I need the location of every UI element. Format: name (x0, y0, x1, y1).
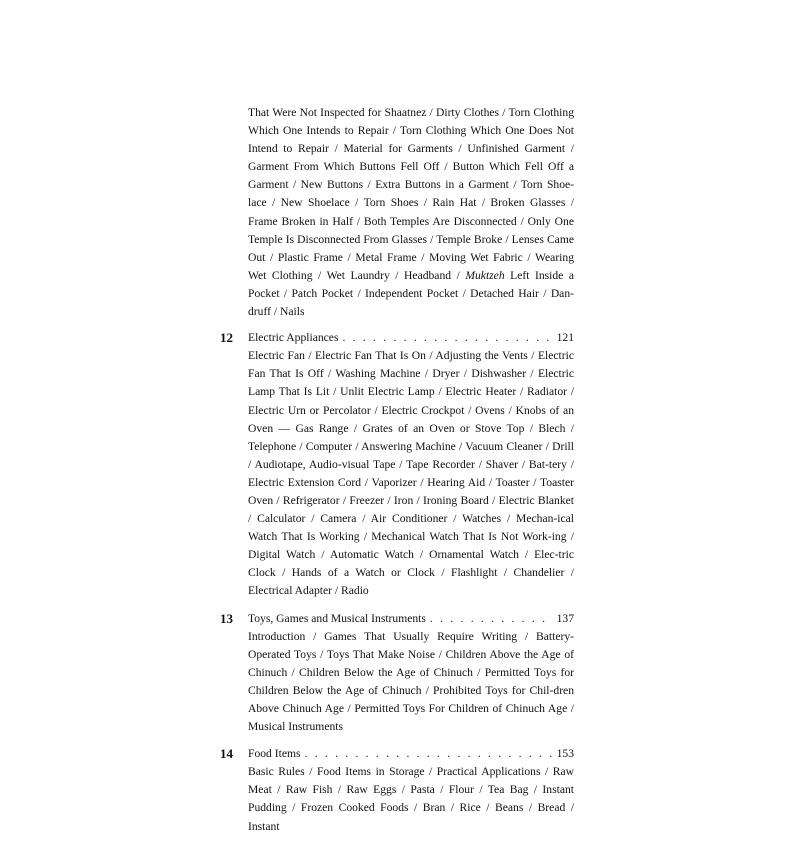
continued-topics-tail: Left Inside a Pocket / Patch Pocket / Independent Pocket / Detached Hair / Dan-druff / Nails (248, 268, 575, 319)
dot-leader (430, 610, 553, 628)
continued-topics-italic-term: Muktzeh (465, 268, 505, 282)
chapter-heading-line (248, 745, 574, 763)
chapter-topic-list: Electric Fan / Electric Fan That Is On / Adjusting the Vents / Electric Fan That Is Off / Washing Machine / Dryer / Dishwasher / Electric Lamp That Is Lit / Unlit Electric Lamp / Electric Heater / Radiator / Electric Urn or Percolator / Electric Crockpot / Ovens / Knobs of an Oven — Gas Range / Grates of an Oven or Stove Top / Blech / Telephone / Computer / Answering Machine / Vacuum Cleaner / Drill / Audiotape, Audio-visual Tape / Tape Recorder / Shaver / Bat-tery / Electric Extension Cord / Vaporizer / Hearing Aid / Toaster / Toaster Oven / Refrigerator / Freezer / Iron / Ironing Board / Electric Blanket / Calculator / Camera / Air Conditioner / Watches / Mechan-ical Watch That Is Working / Mechanical Watch That Is Not Work-ing / Digital Watch / Automatic Watch / Ornamental Watch / Elec-tric Clock / Hands of a Watch or Clock / Flashlight / Chandelier / Electrical Adapter / Radio (248, 349, 574, 598)
chapter-number: 12 (220, 330, 233, 346)
dot-leader (305, 745, 553, 763)
chapter-title: Food Items (248, 747, 301, 761)
chapter-heading-line (248, 329, 574, 347)
chapter-page-number: 153 (556, 747, 574, 761)
chapter-topic-list: Basic Rules / Food Items in Storage / Practical Applications / Raw Meat / Raw Fish / Raw Eggs / Pasta / Flour / Tea Bag / Instant Pudding / Frozen Cooked Foods / Bran / Rice / Beans / Bread / Instant (248, 765, 574, 833)
chapter-page-number: 137 (556, 611, 574, 625)
continued-topics-text: That Were Not Inspected for Shaatnez / Dirty Clothes / Torn Clothing Which One Intends to Repair / Torn Clothing Which One Does Not Intend to Repair / Material for Garments / Unfinished Garment / Garment From Which Buttons Fell Off / Button Which Fell Off a Garment / New Buttons / Extra Buttons in a Garment / Torn Shoe-lace / New Shoelace / Torn Shoes / Rain Hat / Broken Glasses / Frame Broken in Half / Both Temples Are Disconnected / Only One Temple Is Disconnected From Glasses / Temple Broke / Lenses Came Out / Plastic Frame / Metal Frame / Moving Wet Fabric / Wearing Wet Clothing / Wet Laundry / Headband / (248, 106, 574, 282)
chapter-heading-line (248, 610, 574, 628)
continued-topic-list (248, 104, 574, 321)
chapter-entry-14 (220, 745, 574, 835)
chapter-title: Electric Appliances (248, 331, 339, 345)
table-of-contents (220, 104, 575, 845)
chapter-number: 13 (220, 610, 233, 626)
chapter-number: 14 (220, 746, 233, 762)
chapter-entry-12 (220, 329, 574, 600)
dot-leader (342, 329, 552, 347)
chapter-page-number: 121 (556, 331, 574, 345)
chapter-entry-13 (220, 610, 574, 737)
chapter-topic-list: Introduction / Games That Usually Require Writing / Battery-Operated Toys / Toys That Make Noise / Children Above the Age of Chinuch / Children Below the Age of Chinuch / Permitted Toys for Children Below the Age of Chinuch / Prohibited Toys for Chil-dren Above Chinuch Age / Permitted Toys For Children of Chinuch Age / Musical Instruments (248, 629, 574, 734)
chapter-title: Toys, Games and Musical Instruments (248, 611, 426, 625)
